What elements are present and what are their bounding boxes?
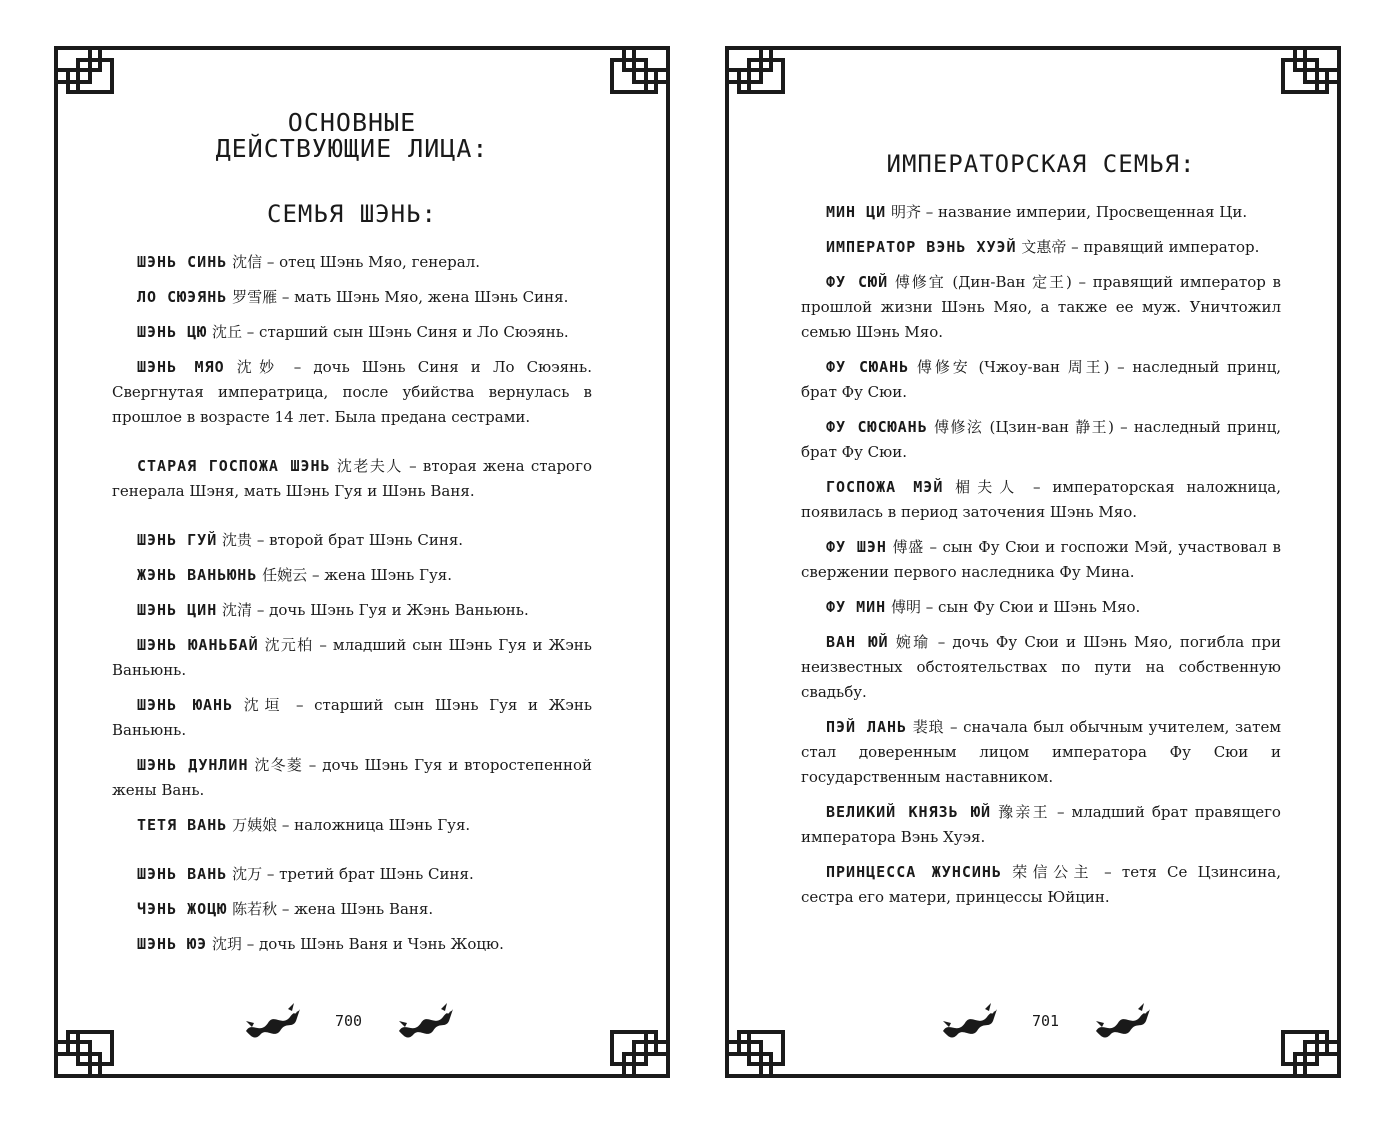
character-entry [801,200,1281,225]
character-hanzi: 荣信公主 [1012,863,1094,881]
character-entry [801,415,1281,465]
right-page-content [801,150,1281,920]
character-hanzi: 沈贵 [222,531,253,549]
character-description: – дочь Шэнь Гуя и второстепенной жены Вань. [112,756,592,799]
character-description: – второй брат Шэнь Синя. [252,531,464,549]
page-title-line1: ОСНОВНЫЕ [287,108,417,137]
character-name: ШЭНЬ ЦИН [137,601,218,619]
character-name: ШЭНЬ ЮЭ [137,935,208,953]
character-name: ТЕТЯ ВАНЬ [137,816,228,834]
character-description: (Цзин-ван 静王) – наследный принц, брат Фу Сюи. [801,418,1281,461]
character-list [801,200,1281,910]
character-entry [112,320,592,345]
character-name: ЛО СЮЭЯНЬ [137,288,228,306]
right-page [697,0,1394,1125]
character-hanzi: 沈万 [232,865,263,883]
character-entry [112,813,592,838]
page-number: 701 [1031,1012,1060,1030]
character-name: ФУ СЮЙ [826,273,889,291]
character-description: – наложница Шэнь Гуя. [277,816,471,834]
character-name: ШЭНЬ ГУЙ [137,531,218,549]
character-description: – сын Фу Сюи и госпожи Мэй, участвовал в свержении первого наследника Фу Мина. [801,538,1281,581]
character-name: ВАН ЮЙ [826,633,889,651]
character-hanzi: 罗雪雁 [232,288,278,306]
character-hanzi: 沈清 [222,601,253,619]
character-hanzi: 沈妙 [236,358,282,376]
character-description: – дочь Шэнь Гуя и Жэнь Ваньюнь. [252,601,529,619]
character-entry [112,693,592,743]
character-name: ШЭНЬ МЯО [137,358,225,376]
dragon-icon [1092,1001,1152,1041]
character-name: ШЭНЬ ВАНЬ [137,865,228,883]
dragon-icon [242,1001,302,1041]
page-title-line2: ДЕЙСТВУЮЩИЕ ЛИЦА: [215,134,489,163]
corner-knot-icon [1283,48,1339,92]
character-hanzi: 沈玥 [212,935,243,953]
character-entry [112,355,592,430]
character-description: – жена Шэнь Гуя. [307,566,453,584]
character-entry [112,250,592,275]
character-entry [801,595,1281,620]
character-description: – вторая жена старого генерала Шэня, мать Шэнь Гуя и Шэнь Ваня. [112,457,592,500]
character-description: – дочь Шэнь Синя и Ло Сюэянь. Свергнутая императрица, после убийства вернулась в прошлое в возрасте 14 лет. Была предана сестрами. [112,358,592,426]
character-hanzi: 傅盛 [892,538,924,556]
character-hanzi: 陈若秋 [232,900,278,918]
character-hanzi: 沈丘 [212,323,243,341]
page-title [112,110,592,162]
character-name: ШЭНЬ ЦЮ [137,323,208,341]
character-entry [112,753,592,803]
character-description: – младший сын Шэнь Гуя и Жэнь Ваньюнь. [112,636,592,679]
character-description: – название империи, Просвещенная Ци. [920,203,1248,221]
character-hanzi: 傅明 [890,598,921,616]
character-entry [801,355,1281,405]
character-name: ФУ СЮСЮАНЬ [826,418,928,436]
character-description: – сначала был обычным учителем, затем стал доверенным лицом императора Фу Сюи и государственным наставником. [801,718,1281,786]
character-entry [112,598,592,623]
character-name: ШЭНЬ СИНЬ [137,253,228,271]
character-description: – тетя Се Цзинсина, сестра его матери, принцессы Юйцин. [801,863,1281,906]
character-description: – дочь Фу Сюи и Шэнь Мяо, погибла при неизвестных обстоятельствах по пути на собственную свадьбу. [801,633,1281,701]
character-name: ГОСПОЖА МЭЙ [826,478,944,496]
character-name: ШЭНЬ ЮАНЬ [137,696,234,714]
character-hanzi: 沈元柏 [264,636,314,654]
character-description: – младший брат правящего императора Вэнь Хуэя. [801,803,1281,846]
character-name: ВЕЛИКИЙ КНЯЗЬ ЮЙ [826,803,992,821]
character-description: – императорская наложница, появилась в период заточения Шэнь Мяо. [801,478,1281,521]
character-description: (Чжоу-ван 周王) – наследный принц, брат Фу Сюи. [801,358,1281,401]
character-hanzi: 傅修安 [916,358,971,376]
character-hanzi: 傅修泫 [933,418,984,436]
character-name: ШЭНЬ ДУНЛИН [137,756,249,774]
character-hanzi: 沈冬菱 [254,756,303,774]
character-entry [112,563,592,588]
character-name: ФУ ШЭН [826,538,887,556]
page-footer [697,1001,1394,1041]
character-description: – третий брат Шэнь Синя. [262,865,474,883]
character-hanzi: 傅修宜 [894,273,946,291]
character-description: – дочь Шэнь Ваня и Чэнь Жоцю. [242,935,504,953]
character-description: – мать Шэнь Мяо, жена Шэнь Синя. [277,288,569,306]
character-entry [801,630,1281,705]
character-description: (Дин-Ван 定王) – правящий император в прошлой жизни Шэнь Мяо, а также ее муж. Уничтожил семью Шэнь Мяо. [801,273,1281,341]
character-name: ЧЭНЬ ЖОЦЮ [137,900,228,918]
character-hanzi: 沈垣 [243,696,286,714]
left-page-content [112,110,592,967]
character-description: – правящий император. [1066,238,1260,256]
character-name: МИН ЦИ [826,203,887,221]
character-hanzi: 明齐 [890,203,921,221]
character-entry [112,528,592,553]
character-hanzi: 楣夫人 [955,478,1022,496]
character-entry [801,475,1281,525]
character-description: – старший сын Шэнь Гуя и Жэнь Ваньюнь. [112,696,592,739]
character-hanzi: 文惠帝 [1021,238,1067,256]
character-entry [801,270,1281,345]
character-entry [112,285,592,310]
character-name: ПЭЙ ЛАНЬ [826,718,908,736]
character-name: ЖЭНЬ ВАНЬЮНЬ [137,566,258,584]
character-entry [801,235,1281,260]
dragon-icon [939,1001,999,1041]
character-hanzi: 万姨娘 [232,816,278,834]
page-footer [0,1001,697,1041]
corner-knot-icon [56,48,112,92]
character-entry [801,860,1281,910]
dragon-icon [395,1001,455,1041]
character-entry [801,800,1281,850]
character-name: ШЭНЬ ЮАНЬБАЙ [137,636,259,654]
character-hanzi: 沈老夫人 [336,457,403,475]
character-entry [801,715,1281,790]
character-description: – старший сын Шэнь Синя и Ло Сюэянь. [242,323,569,341]
character-entry [112,862,592,887]
character-name: СТАРАЯ ГОСПОЖА ШЭНЬ [137,457,331,475]
character-entry [112,454,592,504]
character-hanzi: 裴琅 [912,718,945,736]
character-name: ФУ МИН [826,598,887,616]
character-description: – сын Фу Сюи и Шэнь Мяо. [920,598,1141,616]
character-entry [112,897,592,922]
character-hanzi: 任婉云 [262,566,308,584]
character-name: ПРИНЦЕССА ЖУНСИНЬ [826,863,1002,881]
section-title: ИМПЕРАТОРСКАЯ СЕМЬЯ: [886,150,1196,178]
section-title: СЕМЬЯ ШЭНЬ: [267,200,437,228]
character-name: ИМПЕРАТОР ВЭНЬ ХУЭЙ [826,238,1017,256]
character-entry [112,633,592,683]
character-entry [112,932,592,957]
character-list [112,250,592,957]
character-entry [801,535,1281,585]
character-hanzi: 豫亲王 [998,803,1050,821]
character-hanzi: 婉瑜 [895,633,931,651]
character-description: – отец Шэнь Мяо, генерал. [262,253,481,271]
corner-knot-icon [727,48,783,92]
character-hanzi: 沈信 [232,253,263,271]
character-description: – жена Шэнь Ваня. [277,900,434,918]
page-number: 700 [334,1012,363,1030]
character-name: ФУ СЮАНЬ [826,358,910,376]
corner-knot-icon [612,48,668,92]
